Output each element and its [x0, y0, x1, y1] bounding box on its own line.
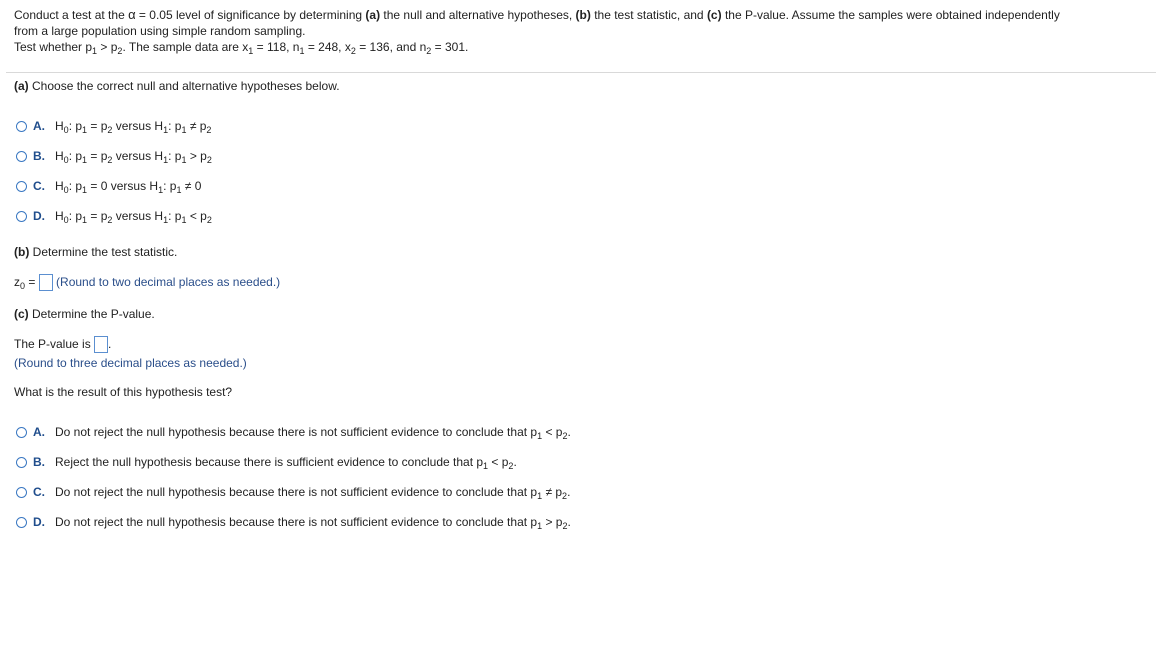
subscript: 2: [107, 125, 113, 135]
text: ≠ 0: [181, 179, 202, 193]
subscript: 2: [508, 461, 514, 471]
option-text: [55, 179, 201, 193]
subscript: 2: [107, 155, 113, 165]
text: .: [567, 425, 571, 439]
part-c-label: (c): [14, 307, 29, 321]
text: = p: [87, 149, 108, 163]
subscript: 2: [107, 215, 113, 225]
subscript: 1: [181, 215, 187, 225]
alpha-symbol: α: [128, 7, 136, 22]
subscript: 1: [537, 431, 543, 441]
subscript: 1: [181, 125, 187, 135]
z-label: z: [14, 275, 20, 289]
radio-button[interactable]: [16, 181, 27, 192]
part-c-ref: (c): [706, 8, 722, 22]
h-symbol: H: [55, 179, 64, 193]
option-text: [55, 425, 571, 439]
intro-text: = 0.05 level of significance by determining: [135, 8, 366, 22]
subscript: 1: [158, 185, 164, 195]
option-letter: B.: [33, 149, 45, 163]
hypothesis-option-c[interactable]: [16, 177, 201, 195]
part-a-heading: [14, 79, 340, 93]
part-b-heading: [14, 245, 177, 259]
subscript: 2: [206, 125, 212, 135]
text: ≠ p: [186, 119, 207, 133]
option-text: [55, 485, 570, 499]
radio-button[interactable]: [16, 121, 27, 132]
subscript: 1: [176, 185, 182, 195]
option-text: [55, 209, 212, 223]
text: versus H: [107, 179, 159, 193]
option-text: [55, 149, 212, 163]
intro-text: the P-value. Assume the samples were obtained independently: [721, 8, 1060, 22]
hypothesis-option-a[interactable]: [16, 117, 211, 135]
intro-text: = 136, and n: [355, 40, 427, 54]
test-statistic-row: [14, 274, 280, 291]
text: = p: [87, 119, 108, 133]
pvalue-label: The P-value is: [14, 337, 95, 351]
option-letter: A.: [33, 425, 45, 439]
text: Do not reject the null hypothesis because there is not sufficient evidence to conclude that p: [55, 515, 538, 529]
option-letter: B.: [33, 455, 45, 469]
text: : p: [68, 209, 83, 223]
subscript: 2: [117, 46, 123, 56]
result-option-c[interactable]: [16, 483, 570, 501]
text: Do not reject the null hypothesis because there is not sufficient evidence to conclude that p: [55, 485, 538, 499]
subscript: 1: [248, 46, 254, 56]
option-text: [55, 515, 571, 529]
text: = 0: [87, 179, 108, 193]
radio-button[interactable]: [16, 151, 27, 162]
test-statistic-input[interactable]: [39, 274, 53, 291]
part-c-heading: [14, 307, 155, 321]
text: Reject the null hypothesis because there is sufficient evidence to conclude that p: [55, 455, 484, 469]
text: < p: [542, 425, 563, 439]
option-letter: D.: [33, 515, 45, 529]
radio-button[interactable]: [16, 517, 27, 528]
option-letter: C.: [33, 485, 45, 499]
text: versus H: [112, 209, 164, 223]
intro-text: Test whether p: [14, 40, 93, 54]
subscript: 1: [537, 491, 543, 501]
equals-sign: =: [25, 275, 36, 289]
rounding-hint: (Round to two decimal places as needed.): [56, 275, 281, 289]
h-symbol: H: [55, 209, 64, 223]
text: versus H: [112, 119, 164, 133]
result-option-a[interactable]: [16, 423, 571, 441]
text: : p: [68, 149, 83, 163]
subscript: 0: [63, 125, 69, 135]
subscript: 1: [92, 46, 98, 56]
option-letter: A.: [33, 119, 45, 133]
intro-text: > p: [97, 40, 118, 54]
subscript: 1: [163, 155, 169, 165]
part-a-label: (a): [14, 79, 29, 93]
intro-text: the test statistic, and: [590, 8, 707, 22]
option-letter: C.: [33, 179, 45, 193]
text: ≠ p: [542, 485, 563, 499]
intro-text: Conduct a test at the: [14, 8, 129, 22]
intro-line-2: [14, 23, 1154, 39]
subscript: 0: [63, 215, 69, 225]
intro-text: the null and alternative hypotheses,: [380, 8, 576, 22]
h-symbol: H: [55, 119, 64, 133]
subscript: 1: [483, 461, 489, 471]
intro-text: from a large population using simple random sampling.: [14, 24, 306, 38]
result-option-b[interactable]: [16, 453, 517, 471]
text: = p: [87, 209, 108, 223]
part-c-heading-text: Determine the P-value.: [28, 307, 155, 321]
hypothesis-option-b[interactable]: [16, 147, 212, 165]
intro-text: = 118, n: [253, 40, 300, 54]
text: : p: [168, 119, 182, 133]
text: versus H: [112, 149, 164, 163]
subscript: 0: [63, 155, 69, 165]
part-b-heading-text: Determine the test statistic.: [29, 245, 178, 259]
subscript: 2: [206, 155, 212, 165]
period: .: [108, 337, 112, 351]
part-b-label: (b): [14, 245, 30, 259]
part-a-ref: (a): [365, 8, 381, 22]
part-a-heading-text: Choose the correct null and alternative hypotheses below.: [28, 79, 340, 93]
subscript: 1: [163, 215, 169, 225]
intro-text: = 301.: [431, 40, 469, 54]
radio-button[interactable]: [16, 427, 27, 438]
text: < p: [488, 455, 509, 469]
text: : p: [168, 209, 182, 223]
text: : p: [163, 179, 177, 193]
rounding-hint: (Round to three decimal places as needed.): [14, 356, 247, 370]
subscript: 1: [537, 521, 543, 531]
text: : p: [68, 119, 83, 133]
subscript: 2: [562, 431, 568, 441]
text: > p: [542, 515, 563, 529]
result-option-d[interactable]: [16, 513, 571, 531]
subscript: 2: [206, 215, 212, 225]
subscript: 1: [82, 125, 88, 135]
subscript: 2: [426, 46, 432, 56]
option-text: [55, 119, 211, 133]
subscript: 0: [20, 281, 26, 291]
text: .: [567, 515, 571, 529]
subscript: 2: [350, 46, 356, 56]
text: < p: [186, 209, 207, 223]
result-question: What is the result of this hypothesis test?: [14, 385, 233, 399]
subscript: 0: [63, 185, 69, 195]
h-symbol: H: [55, 149, 64, 163]
subscript: 1: [82, 185, 88, 195]
subscript: 1: [299, 46, 305, 56]
radio-button[interactable]: [16, 211, 27, 222]
option-letter: D.: [33, 209, 45, 223]
subscript: 1: [163, 125, 169, 135]
text: : p: [68, 179, 83, 193]
section-divider: [6, 72, 1156, 73]
intro-text: . The sample data are x: [122, 40, 249, 54]
hypothesis-option-d[interactable]: [16, 207, 212, 225]
subscript: 1: [82, 155, 88, 165]
text: > p: [186, 149, 207, 163]
text: : p: [168, 149, 182, 163]
intro-line-3: [14, 39, 1154, 55]
intro-line-1: [14, 7, 1154, 23]
pvalue-input[interactable]: [94, 336, 108, 353]
radio-button[interactable]: [16, 487, 27, 498]
intro-text: = 248, x: [304, 40, 351, 54]
problem-statement: [14, 7, 1154, 55]
pvalue-row: [14, 336, 111, 353]
subscript: 1: [181, 155, 187, 165]
text: .: [567, 485, 571, 499]
radio-button[interactable]: [16, 457, 27, 468]
text: Do not reject the null hypothesis because there is not sufficient evidence to conclude that p: [55, 425, 538, 439]
part-b-ref: (b): [575, 8, 591, 22]
option-text: [55, 455, 517, 469]
text: .: [513, 455, 517, 469]
subscript: 2: [562, 491, 568, 501]
subscript: 1: [82, 215, 88, 225]
subscript: 2: [562, 521, 568, 531]
